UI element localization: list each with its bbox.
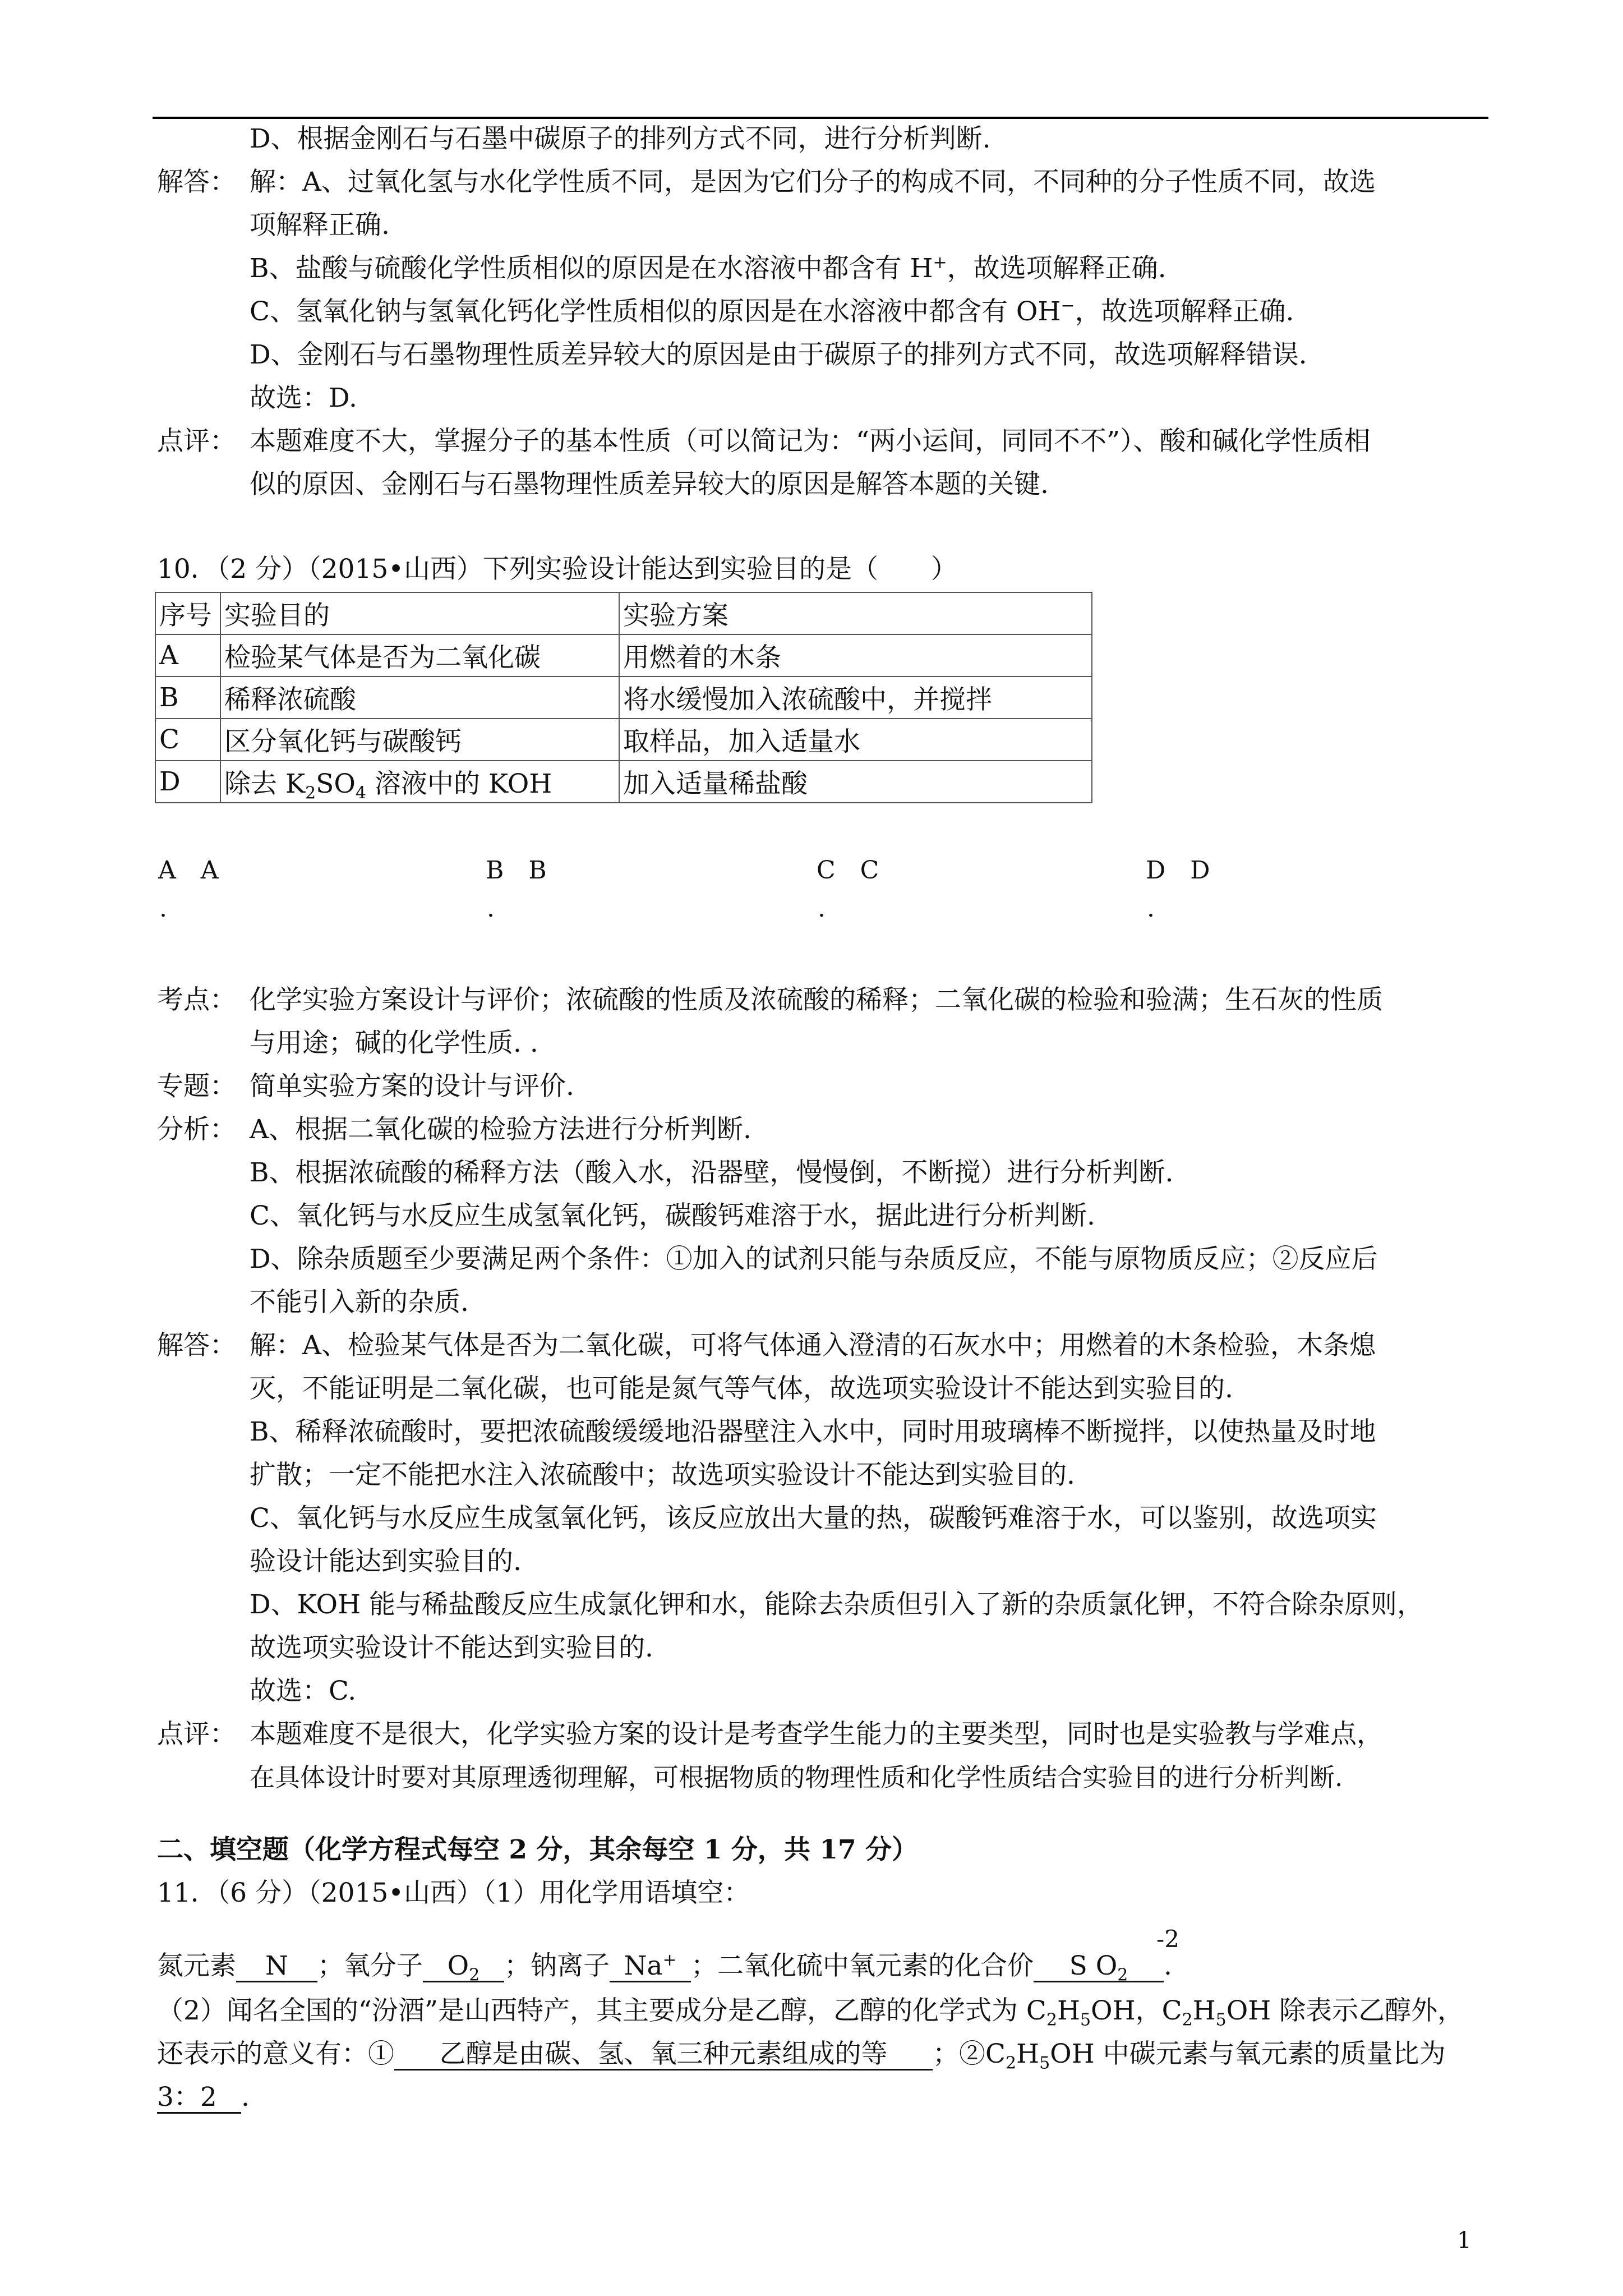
q10-table	[155, 592, 1092, 803]
answer-b-tail: ，故选项解释正确.	[947, 253, 1166, 284]
answer-b-text: B、盐酸与硫酸化学性质相似的原因是在水溶液中都含有 H	[250, 253, 933, 284]
comment-line2: 似的原因、金刚石与石墨物理性质差异较大的原因是解答本题的关键.	[250, 469, 1049, 500]
row-purpose: 稀释浓硫酸	[220, 677, 619, 719]
o2-sub: 2	[469, 1965, 480, 1985]
dianping-line1: 本题难度不是很大，化学实验方案的设计是考查学生能力的主要类型，同时也是实验教与学难点，	[250, 1719, 1383, 1750]
header-cell: 序号	[155, 592, 220, 634]
row-purpose: 检验某气体是否为二氧化碳	[220, 634, 619, 677]
jieda-a2: 灭，不能证明是二氧化碳，也可能是氮气等气体，故选项实验设计不能达到实验目的.	[250, 1373, 1233, 1404]
answer-c	[250, 295, 1294, 329]
jieda-label: 解答：	[157, 1330, 236, 1361]
p2-sub: 2	[1005, 2053, 1017, 2073]
p2-text: H	[1057, 1995, 1080, 2026]
table-row	[155, 719, 1092, 761]
purpose-text: SO	[316, 769, 356, 799]
table-row	[155, 634, 1092, 677]
n-label: 氮元素	[157, 1950, 236, 1981]
na-answer-blank	[610, 1952, 691, 1982]
section2-heading: 二、填空题（化学方程式每空 2 分，其余每空 1 分，共 17 分）	[157, 1834, 918, 1865]
jieda-c2: 验设计能达到实验目的.	[250, 1546, 522, 1577]
purpose-sub: 2	[305, 783, 316, 803]
row-purpose: 区分氧化钙与碳酸钙	[220, 719, 619, 761]
so2-s: S	[1069, 1950, 1087, 1981]
p2-text: ；②C	[933, 2039, 1006, 2069]
ratio-end: .	[241, 2082, 250, 2113]
zhuanti-text: 简单实验方案的设计与评价.	[250, 1071, 574, 1102]
fenxi-label: 分析：	[157, 1114, 236, 1145]
answer-c-text: C、氢氧化钠与氢氧化钙化学性质相似的原因是在水溶液中都含有 OH	[250, 296, 1061, 327]
table-row	[155, 761, 1092, 803]
row-id: A	[155, 634, 220, 677]
jieda-c1: C、氧化钙与水反应生成氢氧化钙，该反应放出大量的热，碳酸钙难溶于水，可以鉴别，故选项实	[250, 1503, 1377, 1534]
table-row	[155, 677, 1092, 719]
dianping-line2: 在具体设计时要对其原理透彻理解，可根据物质的物理性质和化学性质结合实验目的进行分析判断.	[250, 1763, 1343, 1792]
q10-stem: 10．（2 分）（2015•山西）下列实验设计能达到实验目的是（ ）	[157, 554, 957, 585]
jieda-b2: 扩散；一定不能把水注入浓硫酸中；故选项实验设计不能达到实验目的.	[250, 1460, 1075, 1490]
kaodian-line1: 化学实验方案设计与评价；浓硫酸的性质及浓硫酸的稀释；二氧化碳的检验和验满；生石灰的性质	[250, 984, 1383, 1015]
row-id: C	[155, 719, 220, 761]
kaodian-label: 考点：	[157, 984, 236, 1015]
answer-c-sup: −	[1061, 296, 1075, 316]
kaodian-line2: 与用途；碱的化学性质. .	[250, 1028, 538, 1059]
answer-choice: 故选：D.	[250, 383, 357, 413]
dianping-label: 点评：	[157, 1719, 236, 1750]
answer-a-line2: 项解释正确.	[250, 210, 390, 241]
analysis-d: D、根据金刚石与石墨中碳原子的排列方式不同，进行分析判断.	[250, 123, 991, 154]
fenxi-d1: D、除杂质题至少要满足两个条件：①加入的试剂只能与杂质反应，不能与原物质反应；②反应后	[250, 1244, 1378, 1274]
row-purpose	[220, 761, 619, 803]
purpose-text: 溶液中的 KOH	[366, 769, 552, 799]
zhuanti-label: 专题：	[157, 1071, 236, 1102]
p2-text: H	[1192, 1995, 1216, 2026]
row-id: B	[155, 677, 220, 719]
fenxi-b: B、根据浓硫酸的稀释方法（酸入水，沿器壁，慢慢倒，不断搅）进行分析判断.	[250, 1157, 1174, 1188]
p2-sub: 2	[1182, 2010, 1193, 2030]
o2-answer: O	[447, 1950, 469, 1981]
fenxi-a: A、根据二氧化碳的检验方法进行分析判断.	[250, 1114, 751, 1145]
header-cell: 实验目的	[220, 592, 619, 634]
purpose-text: 除去 K	[224, 769, 306, 799]
o2-label: ；氧分子	[317, 1950, 423, 1981]
option-a: A A	[158, 856, 219, 885]
option-b: B B	[486, 856, 547, 885]
row-plan: 加入适量稀盐酸	[619, 761, 1092, 803]
p2-sub: 5	[1215, 2010, 1227, 2030]
header-rule	[153, 117, 1488, 119]
answer-b-sup: +	[933, 252, 947, 273]
answer-b	[250, 252, 1166, 286]
jieda-b1: B、稀释浓硫酸时，要把浓硫酸缓缓地沿器壁注入水中，同时用玻璃棒不断搅拌，以使热量及时地	[250, 1416, 1376, 1447]
answer-label: 解答：	[157, 167, 236, 197]
p2-text: H	[1016, 2039, 1040, 2069]
na-sup: +	[662, 1950, 677, 1970]
fenxi-c: C、氧化钙与水反应生成氢氧化钙，碳酸钙难溶于水，据此进行分析判断.	[250, 1200, 1095, 1231]
answer-d: D、金刚石与石墨物理性质差异较大的原因是由于碳原子的排列方式不同，故选项解释错误.	[250, 339, 1307, 370]
jieda-d1: D、KOH 能与稀盐酸反应生成氯化钾和水，能除去杂质但引入了新的杂质氯化钾，不符合除杂原则，	[250, 1589, 1423, 1620]
p2-sub: 2	[1046, 2010, 1057, 2030]
p2-text: 还表示的意义有：①	[157, 2039, 394, 2069]
header-cell: 实验方案	[619, 592, 1092, 634]
answer-a-line1: 解：A、过氧化氢与水化学性质不同，是因为它们分子的构成不同，不同种的分子性质不同，故选	[250, 167, 1376, 197]
row-id: D	[155, 761, 220, 803]
so2-end: .	[1164, 1950, 1172, 1981]
p2-text: OH 中碳元素与氧元素的质量比为	[1050, 2039, 1446, 2069]
row-plan: 将水缓慢加入浓硫酸中，并搅拌	[619, 677, 1092, 719]
meaning-answer-blank: 乙醇是由碳、氢、氧三种元素组成的等	[394, 2040, 933, 2070]
option-d: D D	[1146, 856, 1210, 885]
comment-label: 点评：	[157, 426, 236, 457]
page-number: 1	[1457, 2228, 1472, 2253]
comment-line1: 本题难度不大，掌握分子的基本性质（可以简记为：“两小运间，同同不不”）、酸和碱化学性质相	[250, 426, 1371, 457]
option-c-dot: .	[818, 894, 826, 923]
row-plan: 取样品，加入适量水	[619, 719, 1092, 761]
so2-valence: -2	[1156, 1925, 1179, 1953]
fenxi-d2: 不能引入新的杂质.	[250, 1287, 469, 1318]
so2-answer-blank	[1034, 1950, 1164, 1985]
answer-c-tail: ，故选项解释正确.	[1075, 296, 1294, 327]
so2-o: O	[1095, 1950, 1118, 1981]
mass-ratio-blank: 3：2	[157, 2083, 241, 2114]
na-label: ；钠离子	[504, 1950, 610, 1981]
option-b-dot: .	[487, 894, 495, 923]
q11-part2-line3	[157, 2081, 250, 2114]
p2-sub: 5	[1039, 2053, 1050, 2073]
p2-sub: 5	[1080, 2010, 1091, 2030]
p2-text: OH，C	[1091, 1995, 1182, 2026]
option-c: C C	[817, 856, 879, 885]
jieda-d2: 故选项实验设计不能达到实验目的.	[250, 1632, 653, 1663]
purpose-sub: 4	[355, 783, 366, 803]
q11-part2-line2	[157, 2037, 1446, 2071]
so2-sub: 2	[1117, 1965, 1128, 1985]
p2-text: OH 除表示乙醇外，	[1226, 1995, 1464, 2026]
option-d-dot: .	[1147, 894, 1155, 923]
o2-answer-blank	[423, 1950, 504, 1985]
q11-part2-line1	[157, 1994, 1464, 2028]
n-answer-blank: N	[236, 1952, 317, 1982]
so2-label: ；二氧化硫中氧元素的化合价	[691, 1950, 1034, 1981]
jieda-choice: 故选：C.	[250, 1676, 357, 1706]
q11-fill-line	[157, 1949, 1172, 1983]
option-a-dot: .	[159, 894, 167, 923]
jieda-a1: 解：A、检验某气体是否为二氧化碳，可将气体通入澄清的石灰水中；用燃着的木条检验，木条熄	[250, 1330, 1376, 1361]
p2-text: （2）闻名全国的“汾酒”是山西特产，其主要成分是乙醇，乙醇的化学式为 C	[157, 1995, 1046, 2026]
q11-stem: 11．（6 分）（2015•山西）（1）用化学用语填空：	[157, 1878, 750, 1908]
na-answer: Na	[624, 1950, 663, 1981]
table-header-row	[155, 592, 1092, 634]
row-plan: 用燃着的木条	[619, 634, 1092, 677]
